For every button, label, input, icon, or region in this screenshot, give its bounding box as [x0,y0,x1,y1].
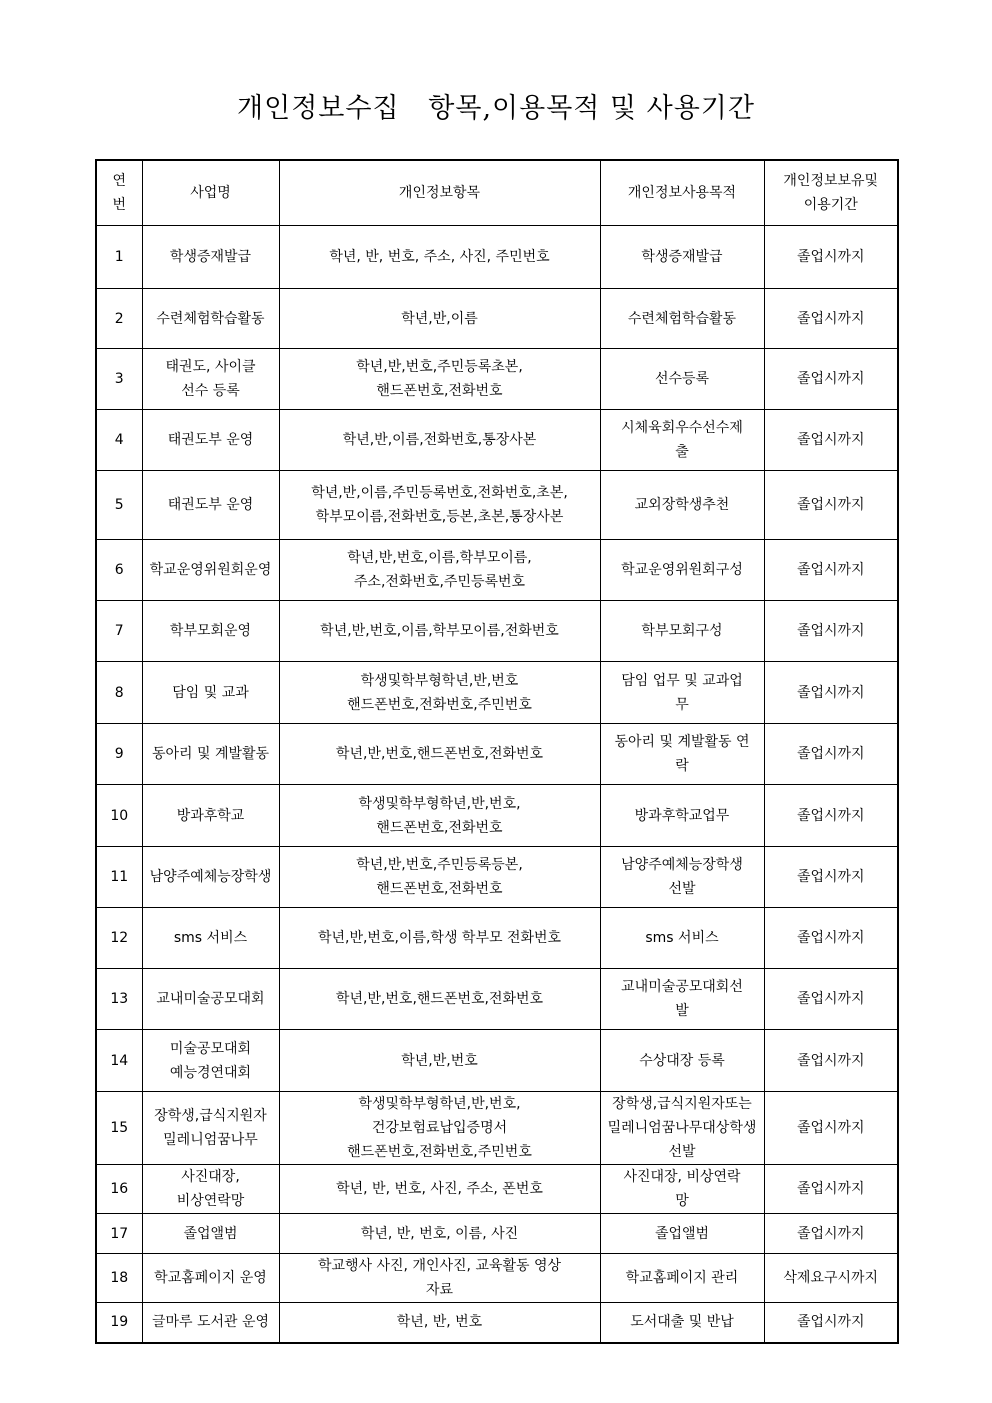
cell-items: 학년,반,이름 [279,289,600,349]
cell-items: 학교행사 사진, 개인사진, 교육활동 영상 자료 [279,1254,600,1303]
table-row [96,1254,898,1303]
cell-period: 졸업시까지 [764,349,898,410]
table-row [96,289,898,349]
table-row [96,1092,898,1165]
cell-business: 태권도부 운영 [142,471,279,540]
cell-items: 학년,반,번호,핸드폰번호,전화번호 [279,724,600,785]
cell-no: 6 [96,540,142,601]
cell-purpose: 수련체험학습활동 [600,289,764,349]
cell-items: 학년, 반, 번호, 주소, 사진, 주민번호 [279,226,600,289]
cell-business: 미술공모대회 예능경연대회 [142,1030,279,1092]
table-header-row [96,160,898,226]
cell-purpose: 학부모회구성 [600,601,764,662]
cell-purpose: 선수등록 [600,349,764,410]
cell-no: 3 [96,349,142,410]
cell-business: 태권도, 사이클 선수 등록 [142,349,279,410]
table-row [96,601,898,662]
table-row [96,724,898,785]
table-row [96,1303,898,1343]
table-row [96,1165,898,1214]
cell-purpose: 담임 업무 및 교과업 무 [600,662,764,724]
cell-no: 9 [96,724,142,785]
cell-period: 졸업시까지 [764,226,898,289]
header-purpose: 개인정보사용목적 [600,160,764,226]
cell-no: 18 [96,1254,142,1303]
cell-business: 교내미술공모대회 [142,969,279,1030]
cell-purpose: 교내미술공모대회선 발 [600,969,764,1030]
cell-no: 13 [96,969,142,1030]
cell-no: 14 [96,1030,142,1092]
cell-purpose: 교외장학생추천 [600,471,764,540]
cell-items: 학년,반,번호,핸드폰번호,전화번호 [279,969,600,1030]
cell-period: 졸업시까지 [764,908,898,969]
cell-period: 삭제요구시까지 [764,1254,898,1303]
cell-business: 담임 및 교과 [142,662,279,724]
cell-business: 수련체험학습활동 [142,289,279,349]
cell-business: 학부모회운영 [142,601,279,662]
cell-period: 졸업시까지 [764,1165,898,1214]
table-row [96,969,898,1030]
table-row [96,349,898,410]
table-row [96,908,898,969]
table-row [96,410,898,471]
cell-purpose: 장학생,급식지원자또는 밀레니엄꿈나무대상학생 선발 [600,1092,764,1165]
cell-period: 졸업시까지 [764,1030,898,1092]
cell-period: 졸업시까지 [764,1214,898,1254]
cell-business: 남양주예체능장학생 [142,847,279,908]
cell-business: 사진대장, 비상연락망 [142,1165,279,1214]
cell-no: 8 [96,662,142,724]
table-row [96,785,898,847]
cell-purpose: 학생증재발급 [600,226,764,289]
cell-business: sms 서비스 [142,908,279,969]
cell-business: 태권도부 운영 [142,410,279,471]
cell-period: 졸업시까지 [764,847,898,908]
cell-purpose: 학교운영위원회구성 [600,540,764,601]
cell-no: 4 [96,410,142,471]
cell-purpose: 졸업앨범 [600,1214,764,1254]
cell-no: 10 [96,785,142,847]
cell-items: 학년, 반, 번호 [279,1303,600,1343]
cell-purpose: 동아리 및 계발활동 연 락 [600,724,764,785]
cell-items: 학생및학부형학년,반,번호, 건강보험료납입증명서 핸드폰번호,전화번호,주민번호 [279,1092,600,1165]
cell-purpose: 수상대장 등록 [600,1030,764,1092]
cell-purpose: 사진대장, 비상연락 망 [600,1165,764,1214]
cell-items: 학생및학부형학년,반,번호, 핸드폰번호,전화번호 [279,785,600,847]
header-period: 개인정보보유및 이용기간 [764,160,898,226]
cell-items: 학년,반,번호,주민등록초본, 핸드폰번호,전화번호 [279,349,600,410]
cell-business: 글마루 도서관 운영 [142,1303,279,1343]
cell-period: 졸업시까지 [764,662,898,724]
cell-no: 11 [96,847,142,908]
cell-period: 졸업시까지 [764,601,898,662]
cell-period: 졸업시까지 [764,471,898,540]
cell-items: 학년, 반, 번호, 이름, 사진 [279,1214,600,1254]
personal-info-table [95,159,899,1344]
cell-no: 17 [96,1214,142,1254]
table-row [96,471,898,540]
cell-no: 16 [96,1165,142,1214]
header-no: 연 번 [96,160,142,226]
cell-business: 장학생,급식지원자 밀레니엄꿈나무 [142,1092,279,1165]
cell-period: 졸업시까지 [764,969,898,1030]
cell-business: 학교홈페이지 운영 [142,1254,279,1303]
cell-purpose: 시체육회우수선수제 출 [600,410,764,471]
cell-period: 졸업시까지 [764,540,898,601]
cell-no: 5 [96,471,142,540]
cell-period: 졸업시까지 [764,289,898,349]
cell-purpose: 남양주예체능장학생 선발 [600,847,764,908]
cell-business: 졸업앨범 [142,1214,279,1254]
cell-business: 학교운영위원회운영 [142,540,279,601]
header-business: 사업명 [142,160,279,226]
cell-purpose: 방과후학교업무 [600,785,764,847]
table-row [96,226,898,289]
cell-business: 방과후학교 [142,785,279,847]
table-row [96,847,898,908]
cell-items: 학생및학부형학년,반,번호 핸드폰번호,전화번호,주민번호 [279,662,600,724]
cell-purpose: 도서대출 및 반납 [600,1303,764,1343]
table-row [96,1030,898,1092]
cell-business: 동아리 및 계발활동 [142,724,279,785]
cell-no: 19 [96,1303,142,1343]
cell-period: 졸업시까지 [764,724,898,785]
page-title: 개인정보수집 항목,이용목적 및 사용기간 [237,93,755,124]
cell-period: 졸업시까지 [764,1092,898,1165]
cell-items: 학년,반,번호,주민등록등본, 핸드폰번호,전화번호 [279,847,600,908]
cell-items: 학년,반,번호,이름,학부모이름,전화번호 [279,601,600,662]
cell-no: 1 [96,226,142,289]
table-row [96,662,898,724]
cell-no: 7 [96,601,142,662]
cell-period: 졸업시까지 [764,785,898,847]
cell-no: 12 [96,908,142,969]
cell-business: 학생증재발급 [142,226,279,289]
cell-period: 졸업시까지 [764,1303,898,1343]
cell-no: 2 [96,289,142,349]
cell-items: 학년,반,번호,이름,학생 학부모 전화번호 [279,908,600,969]
cell-no: 15 [96,1092,142,1165]
cell-period: 졸업시까지 [764,410,898,471]
cell-purpose: sms 서비스 [600,908,764,969]
cell-items: 학년,반,번호 [279,1030,600,1092]
table-row [96,540,898,601]
cell-items: 학년,반,이름,주민등록번호,전화번호,초본, 학부모이름,전화번호,등본,초본,통장사본 [279,471,600,540]
cell-purpose: 학교홈페이지 관리 [600,1254,764,1303]
cell-items: 학년,반,이름,전화번호,통장사본 [279,410,600,471]
cell-items: 학년,반,번호,이름,학부모이름, 주소,전화번호,주민등록번호 [279,540,600,601]
header-items: 개인정보항목 [279,160,600,226]
table-row [96,1214,898,1254]
cell-items: 학년, 반, 번호, 사진, 주소, 폰번호 [279,1165,600,1214]
